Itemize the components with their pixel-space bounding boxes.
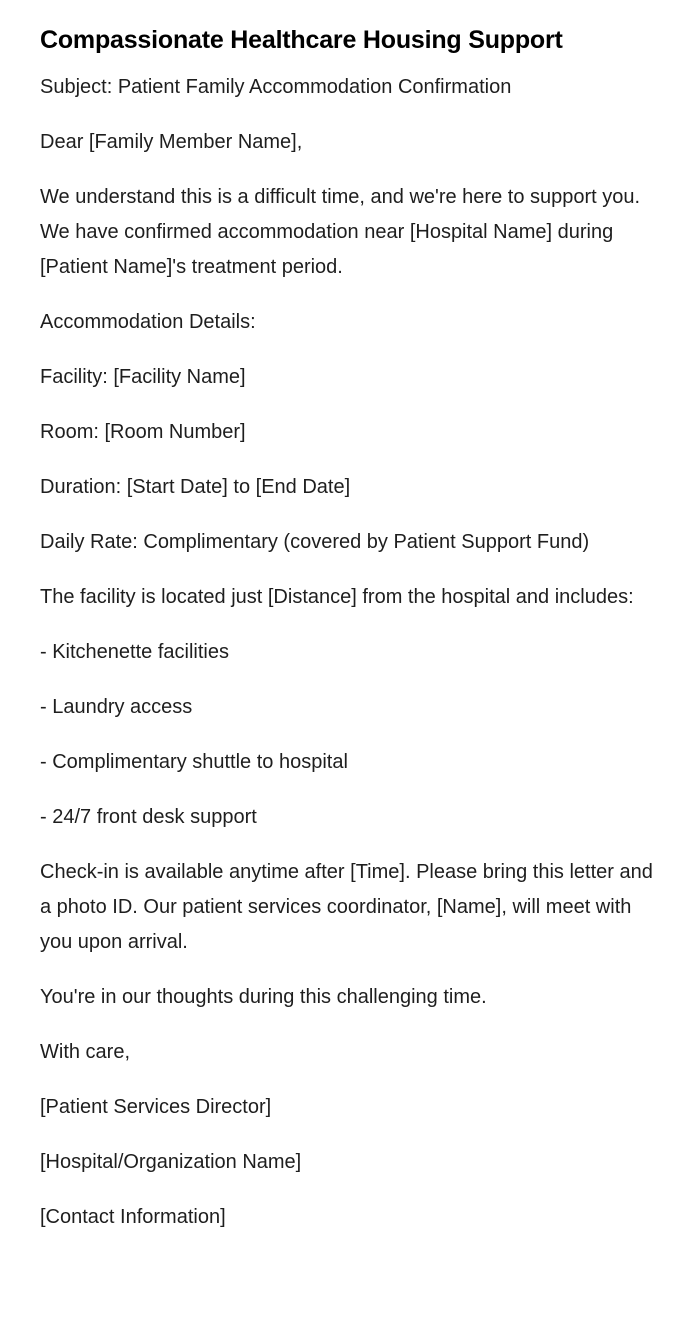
location-paragraph: The facility is located just [Distance] from the hospital and includes: [40, 586, 634, 608]
duration-line: Duration: [Start Date] to [End Date] [40, 476, 351, 498]
details-heading: Accommodation Details: [40, 311, 256, 333]
amenity-item: - Kitchenette facilities [40, 641, 229, 663]
contact-line: [Contact Information] [40, 1206, 226, 1228]
subject-line: Subject: Patient Family Accommodation Confirmation [40, 76, 512, 98]
checkin-paragraph: Check-in is available anytime after [Time]. Please bring this letter and a photo ID. Our patient services coordinator, [Name], will meet with you upon arrival. [40, 861, 653, 953]
intro-paragraph: We understand this is a difficult time, and we're here to support you. We have confirmed accommodation near [Hospital Name] during [Patient Name]'s treatment period. [40, 186, 641, 278]
amenity-item: - Laundry access [40, 696, 193, 718]
facility-line: Facility: [Facility Name] [40, 366, 246, 388]
amenity-item: - 24/7 front desk support [40, 806, 257, 828]
signer-line: [Patient Services Director] [40, 1096, 272, 1118]
closing-line: With care, [40, 1041, 131, 1063]
salutation: Dear [Family Member Name], [40, 131, 303, 153]
letter-title: Compassionate Healthcare Housing Support [40, 26, 563, 54]
organization-line: [Hospital/Organization Name] [40, 1151, 302, 1173]
room-line: Room: [Room Number] [40, 421, 246, 443]
daily-rate-line: Daily Rate: Complimentary (covered by Patient Support Fund) [40, 531, 590, 553]
thoughts-line: You're in our thoughts during this challenging time. [40, 986, 487, 1008]
amenity-item: - Complimentary shuttle to hospital [40, 751, 348, 773]
